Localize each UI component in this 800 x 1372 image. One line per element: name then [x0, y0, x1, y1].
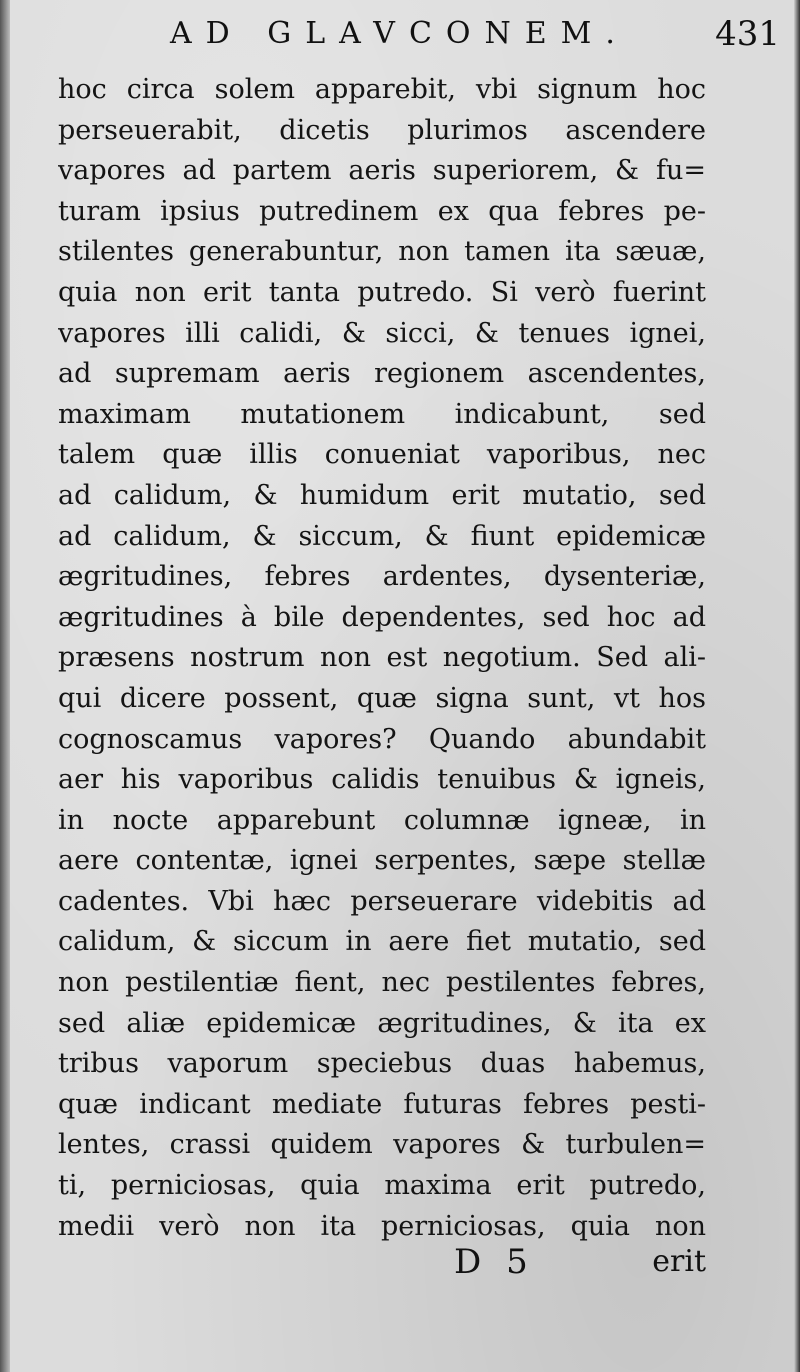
text-line: aer his vaporibus calidis tenuibus & igneis,: [58, 764, 706, 796]
page-right-edge-shadow: [794, 0, 800, 1372]
text-line: lentes, crassi quidem vapores & turbulen=: [58, 1129, 706, 1161]
running-head: AD GLAVCONEM.: [170, 16, 629, 51]
text-line: quia non erit tanta putredo. Si verò fuerint: [58, 276, 706, 308]
page-number: 431: [715, 14, 780, 54]
text-line: perseuerabit, dicetis plurimos ascendere: [58, 114, 706, 146]
text-line: ti, perniciosas, quia maxima erit putredo,: [58, 1170, 706, 1202]
text-line: calidum, & siccum in aere fiet mutatio, sed: [58, 926, 706, 958]
text-line: qui dicere possent, quæ signa sunt, vt hos: [58, 682, 706, 714]
text-line: non pestilentiæ fient, nec pestilentes febres,: [58, 967, 706, 999]
body-text: [58, 70, 706, 1247]
text-line: maximam mutationem indicabunt, sed: [58, 398, 706, 430]
page-header: [60, 12, 780, 56]
text-line: ægritudines à bile dependentes, sed hoc ad: [58, 601, 706, 633]
text-line: cognoscamus vapores? Quando abundabit: [58, 723, 706, 755]
page-footer: [58, 1232, 706, 1292]
text-line: vapores ad partem aeris superiorem, & fu=: [58, 155, 706, 187]
text-line: talem quæ illis conueniat vaporibus, nec: [58, 439, 706, 471]
text-line: hoc circa solem apparebit, vbi signum hoc: [58, 74, 706, 105]
text-line: ad calidum, & siccum, & fiunt epidemicæ: [58, 520, 706, 552]
text-line: aere contentæ, ignei serpentes, sæpe stellæ: [58, 845, 706, 877]
text-line: sed aliæ epidemicæ ægritudines, & ita ex: [58, 1007, 706, 1039]
text-line: ad supremam aeris regionem ascendentes,: [58, 358, 706, 390]
text-line: vapores illi calidi, & sicci, & tenues ignei,: [58, 317, 706, 349]
text-line: quæ indicant mediate futuras febres pesti-: [58, 1088, 706, 1120]
text-line: stilentes generabuntur, non tamen ita sæuæ,: [58, 236, 706, 268]
text-line: in nocte apparebunt columnæ igneæ, in: [58, 804, 706, 836]
signature-mark: D 5: [454, 1242, 528, 1282]
text-line: medii verò non ita perniciosas, quia non: [58, 1210, 706, 1242]
catchword: erit: [652, 1244, 706, 1279]
text-line: turam ipsius putredinem ex qua febres pe-: [58, 195, 706, 227]
text-line: cadentes. Vbi hæc perseuerare videbitis ad: [58, 885, 706, 917]
page-left-edge-shadow: [0, 0, 10, 1372]
text-line: ad calidum, & humidum erit mutatio, sed: [58, 479, 706, 511]
text-line: ægritudines, febres ardentes, dysenteriæ,: [58, 561, 706, 593]
text-line: tribus vaporum speciebus duas habemus,: [58, 1048, 706, 1080]
text-line: præsens nostrum non est negotium. Sed ali-: [58, 642, 706, 674]
